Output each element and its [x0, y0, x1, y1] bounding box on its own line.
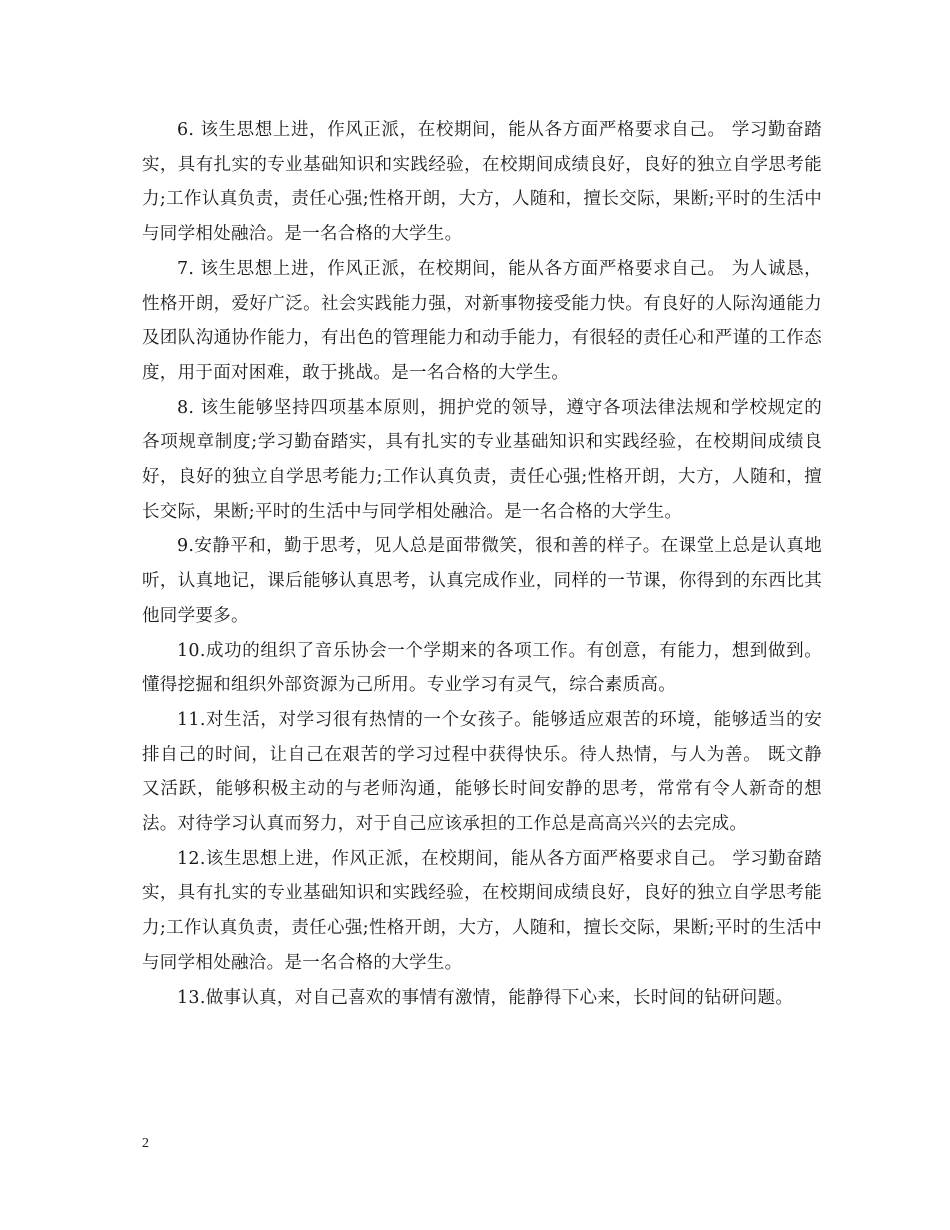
paragraph-12: 12.该生思想上进，作风正派，在校期间，能从各方面严格要求自己。 学习勤奋踏实，具有扎实的专业基础知识和实践经验，在校期间成绩良好，良好的独立自学思考能力;工作认真负责，责任心强;性格开朗，大方，人随和，擅长交际，果断;平时的生活中与同学相处融洽。是一名合格的大学生。	[142, 848, 822, 973]
paragraph-7: 7. 该生思想上进，作风正派，在校期间，能从各方面严格要求自己。 为人诚恳，性格开朗，爱好广泛。社会实践能力强，对新事物接受能力快。有良好的人际沟通能力及团队沟通协作能力，有出色的管理能力和动手能力，有很轻的责任心和严谨的工作态度，用于面对困难，敢于挑战。是一名合格的大学生。	[142, 258, 822, 383]
paragraph-11: 11.对生活，对学习很有热情的一个女孩子。能够适应艰苦的环境，能够适当的安排自己的时间，让自己在艰苦的学习过程中获得快乐。待人热情，与人为善。 既文静又活跃，能够积极主动的与老师沟通，能够长时间安静的思考，常常有令人新奇的想法。对待学习认真而努力，对于自己应该承担的工作总是高高兴兴的去完成。	[142, 709, 822, 835]
paragraph-10: 10.成功的组织了音乐协会一个学期来的各项工作。有创意，有能力，想到做到。懂得挖掘和组织外部资源为己所用。专业学习有灵气，综合素质高。	[142, 640, 822, 696]
paragraph-6: 6. 该生思想上进，作风正派，在校期间，能从各方面严格要求自己。 学习勤奋踏实，具有扎实的专业基础知识和实践经验，在校期间成绩良好，良好的独立自学思考能力;工作认真负责，责任心强;性格开朗，大方，人随和，擅长交际，果断;平时的生活中与同学相处融洽。是一名合格的大学生。	[142, 120, 822, 245]
paragraph-8: 8. 该生能够坚持四项基本原则，拥护党的领导，遵守各项法律法规和学校规定的各项规章制度;学习勤奋踏实，具有扎实的专业基础知识和实践经验，在校期间成绩良好，良好的独立自学思考能力;工作认真负责，责任心强;性格开朗，大方，人随和，擅长交际，果断;平时的生活中与同学相处融洽。是一名合格的大学生。	[142, 397, 822, 522]
page-number: 2	[142, 1136, 149, 1151]
paragraph-13: 13.做事认真，对自己喜欢的事情有激情，能静得下心来，长时间的钻研问题。	[177, 987, 794, 1008]
document-body	[142, 113, 822, 1015]
paragraph-9: 9.安静平和，勤于思考，见人总是面带微笑，很和善的样子。在课堂上总是认真地听，认真地记，课后能够认真思考，认真完成作业，同样的一节课，你得到的东西比其他同学要多。	[142, 536, 822, 626]
